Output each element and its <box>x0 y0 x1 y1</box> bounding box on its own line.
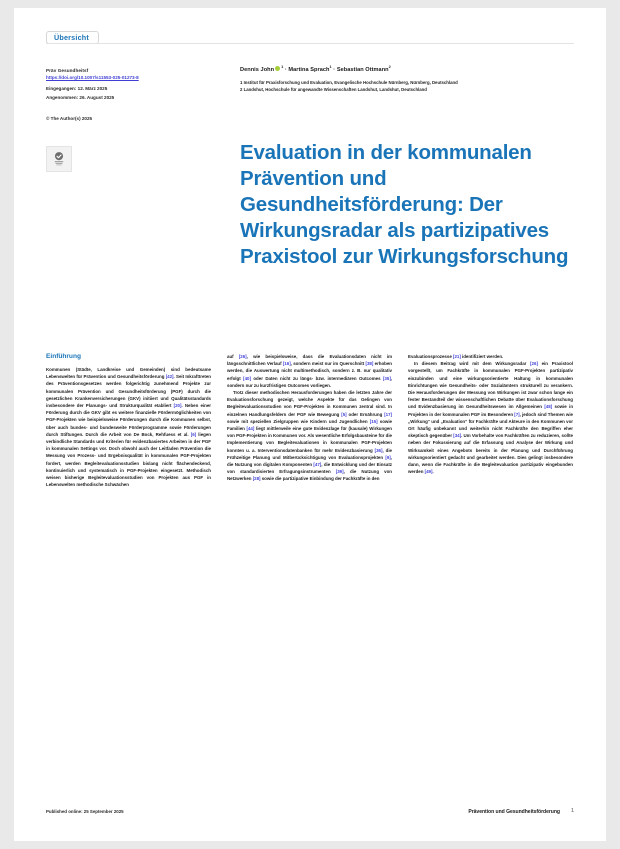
citation-link[interactable]: [17] <box>384 411 392 417</box>
citation-link[interactable]: [7] <box>514 411 520 417</box>
paragraph: auf [26], wie beispielsweise, dass die Evaluationsdaten nicht im längsschnittlichen Verlauf [16], sondern meist nur im Querschnitt [38] erhoben werden, die Auswertung nicht multimethodisch, sondern z. B. nur qualitativ erfolgt [40] oder Daten nicht zu längs- bzw. intermediären Outcomes [35], sondern nur zu kurzfristigen Outcomes vorliegen. <box>227 354 392 388</box>
body-column-1 <box>46 353 211 813</box>
citation-link[interactable]: [44] <box>246 426 255 432</box>
citation-link[interactable]: [26] <box>238 354 247 359</box>
body-column-2 <box>227 353 392 813</box>
citation-link[interactable]: [5] <box>341 411 347 417</box>
citation-link[interactable]: [38] <box>365 361 374 367</box>
citation-link[interactable]: [47] <box>313 462 322 468</box>
author-2-affiliation-marker: 1 <box>329 65 332 69</box>
page-number: 1 <box>571 808 574 814</box>
citation-link[interactable]: [35] <box>382 375 391 381</box>
affiliation-item: 1 Institut für Praxisforschung und Evaluation, Evangelische Hochschule Nürnberg, Nürnberg, Deutschland <box>240 79 458 85</box>
article-page <box>14 8 606 841</box>
paragraph: In diesem Beitrag wird mit dem Wirkungsradar [26] ein Praxistool vorgestellt, um Fachkräfte in kommunalen PGF-Projekten partizipativ einzubinden und eine wirkungsorientierte Haltung in kommunalen Einrichtungen wie Gesundheits- oder Sozialämtern strukturell zu verankern. Die Herausforderungen der Messung von Wirkungen ist zwar schon lange ein fester Bestandteil der wissenschaftlichen Debatte über Evaluationsforschung und Evidenzbasierung im Gesundheitswesen im Allgemeinen [48] sowie in Projekten in der kommunalen PGF im Besonderen [7], jedoch sind Themen wie „Wirkung“ und „Evaluation“ für Fachkräfte und Akteure in den Kommunen vor Ort häufig unbekannt und weiterhin nicht Fachkräfte den Begriffen eher skeptisch gegenüber [34]. Um Vorbehalte von Fachkräften zu reduzieren, sollte neben der Fokussierung auf die Erfassung und Analyse der Wirkung und Wirksamkeit eines Angebots bereits in der Planung und Durchführung wirkungsorientiert gedacht und gearbeitet werden. Dies gelingt insbesondere dann, wenn die Fachkräfte in die Begleitevaluation partizipativ eingebunden werden [49]. <box>408 361 574 475</box>
section-heading-einfuehrung: Einführung <box>46 353 81 360</box>
citation-link[interactable]: [34] <box>453 433 462 439</box>
published-online-date: Published online: 25 September 2025 <box>46 809 124 814</box>
citation-link[interactable]: [28] <box>252 476 261 482</box>
body-columns <box>46 353 574 813</box>
section-type-badge: Übersicht <box>46 31 99 44</box>
author-2-name: · Martina Sprach <box>283 66 330 73</box>
citation-link[interactable]: [16] <box>282 361 291 367</box>
paragraph: Evaluationsprozesse [21] identifiziert werden. <box>408 354 504 359</box>
author-block <box>240 65 574 93</box>
citation-link[interactable]: [9] <box>385 454 391 460</box>
paragraph: Kommunen (Städte, Landkreise und Gemeinden) sind bedeutsame Lebenswelten für Prävention und Gesundheitsförderung [42]. Seit Inkrafttreten des Präventionsgesetzes werden folgerichtig zunehmend Projekte zur kommunalen Prävention und Gesundheitsförderung (PGF) durch die gesetzlichen Krankenversicherungen (GKV) initiiert und Qualitätsstandards insbesondere der Planungs- und Strukturqualität etabliert [20]. Neben einer Förderung durch die GKV gibt es weitere finanzielle Fördermöglichkeiten von PGF-Projekten wie beispielsweise Förderungen durch die Kommunen selbst, über auch bundes- und bundesweite Förderprogramme sowie Förderungen durch Stiftungen. Durch die Arbeit von De Bock, Rehfuess et al. [6] liegen verbindliche Standards und Kriterien für evidenzbasiertes Arbeiten in der PGF in kommunalen Settings vor. Doch obwohl auch der Leitfaden Prävention die Messung von Prozess- und Ergebnisqualität in kommunalen PGF-Projekten fordert, werden Begleitevaluationsstudien bislang nicht flächendeckend, kontinuierlich und systematisch in PGF-Projekten eingesetzt. Methodisch weisen bisherige Begleitevaluationsstudien von Projekten aus PGF in Lebenswelten methodische Schwächen <box>46 366 212 488</box>
badge-row <box>46 27 574 44</box>
citation-link[interactable]: [20] <box>173 402 182 408</box>
orcid-icon[interactable] <box>275 66 280 71</box>
header-divider <box>46 43 574 44</box>
citation-link[interactable]: [36] <box>374 447 383 453</box>
page-footer <box>46 809 574 823</box>
affiliation-item: 2 Landshut, Hochschule für angewandte Wissenschaften Landshut, Landshut, Deutschland <box>240 86 427 92</box>
body-column-3 <box>408 353 573 813</box>
doi-link[interactable]: https://doi.org/10.1007/s11553-025-01273-8 <box>46 75 139 81</box>
citation-link[interactable]: [26] <box>530 361 538 367</box>
author-1-name: Dennis John <box>240 66 275 73</box>
journal-abbrev: Präv Gesundheitsf <box>46 68 89 73</box>
citation-link[interactable]: [6] <box>190 431 197 437</box>
citation-link[interactable]: [15] <box>369 418 378 424</box>
citation-link[interactable]: [49] <box>424 469 433 475</box>
author-3-affiliation-marker: 2 <box>388 65 391 69</box>
received-date: Eingegangen: 12. März 2025 <box>46 85 108 91</box>
copyright-line: © The Author(s) 2025 <box>46 115 93 121</box>
citation-link[interactable]: [48] <box>544 404 553 410</box>
author-3-name: · Sebastian Ottmann <box>331 66 389 73</box>
article-title: Evaluation in der kommunalen Prävention und Gesundheitsförderung: Der Wirkungsradar als partizipatives Praxistool zur Wirkungsforschung <box>240 140 569 268</box>
author-1-affiliation-marker: 1 <box>281 65 284 69</box>
article-metadata <box>46 68 222 122</box>
crossmark-check-for-updates-icon[interactable] <box>46 146 72 172</box>
citation-link[interactable]: [21] <box>452 354 461 359</box>
paragraph: Trotz dieser methodischen Herausforderungen haben die letzten Jahre der Evaluationsforschung gezeigt, welche Aspekte für das Gelingen von Begleitevaluationsstudien von PGF-Projekten in Kommunen zentral sind. In einzelnen Handlungsfeldern der PGF wie Bewegung [5] oder Ernährung [17] sowie mit speziellen Zielgruppen wie Kindern und Jugendlichen [15] sowie Familien [44] liegt mittlerweile eine gute Evidenzlage für (kausale) Wirkungen von PGF-Projekten in Kommunen vor. Als wesentliche Erfolgsbausteine für die Implementierung von Begleitevaluationen in kommunalen PGF-Projekten konnten u. a. Interventionsdatenbanken für mehr Evidenzbasierung [36], die Frühzeitige Planung und Mitberücksichtigung von Evaluationsprojekten [9], die Nutzung von digitalen Komponenten [47], die Entwicklung und der Einsatz von standardisierten Erfragungsinstrumenten [39], die Nutzung von Netzwerken [28] sowie die partizipative Einbindung der Fachkräfte in den <box>227 390 392 482</box>
accepted-date: Angenommen: 26. August 2025 <box>46 95 115 101</box>
journal-name-footer: Prävention und Gesundheitsförderung <box>468 809 560 815</box>
citation-link[interactable]: [42] <box>165 374 174 380</box>
author-names <box>240 65 574 75</box>
citation-link[interactable]: [39] <box>335 469 344 475</box>
citation-link[interactable]: [40] <box>243 375 251 381</box>
affiliation-list <box>240 80 574 94</box>
